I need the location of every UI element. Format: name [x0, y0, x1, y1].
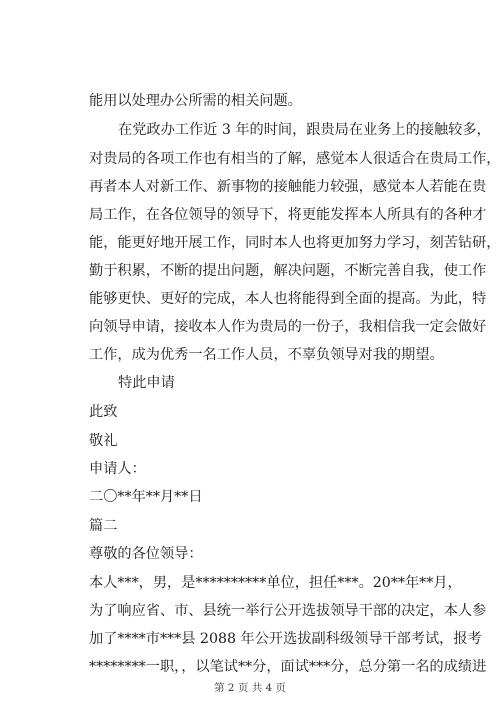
text-line: 本人***，男，是**********单位，担任***。20**年**月， — [89, 575, 462, 591]
text-line: 勤于积累，不断的提出问题，解决问题，不断完善自我，使工作 — [89, 263, 487, 279]
text-line: 再者本人对新工作、新事物的接触能力较强，感觉本人若能在贵 — [89, 179, 487, 195]
closing-line: 此致 — [89, 404, 118, 420]
text-line: 加了****市***县 2088 年公开选拔副科级领导干部考试，报考 — [89, 631, 482, 647]
text-line: 局工作，在各位领导的领导下，将更能发挥本人所具有的各种才 — [89, 207, 487, 223]
text-line: ********一职，，以笔试**分，面试***分，总分第一名的成绩进 — [89, 659, 487, 675]
text-line: 能用以处理办公所需的相关问题。 — [89, 93, 302, 109]
closing-line: 敬礼 — [89, 433, 118, 449]
text-line: 对贵局的各项工作也有相当的了解，感觉本人很适合在贵局工作， — [89, 151, 500, 167]
closing-line: 特此申请 — [118, 375, 175, 391]
date-line: 二〇**年**月**日 — [89, 489, 203, 505]
signature-label: 申请人： — [89, 461, 146, 477]
section-heading: 篇二 — [89, 518, 118, 534]
text-line: 能，能更好地开展工作，同时本人也将更加努力学习，刻苦钻研， — [89, 235, 500, 251]
text-line: 在党政办工作近 3 年的时间，跟贵局在业务上的接触较多， — [118, 122, 491, 138]
text-line: 为了响应省、市、县统一举行公开选拔领导干部的决定，本人参 — [89, 603, 487, 619]
text-line: 工作，成为优秀一名工作人员，不辜负领导对我的期望。 — [89, 347, 444, 363]
text-line: 向领导申请，接收本人作为贵局的一份子，我相信我一定会做好 — [89, 319, 487, 335]
salutation-line: 尊敬的各位领导： — [89, 546, 203, 562]
text-line: 能够更快、更好的完成，本人也将能得到全面的提高。为此，特 — [89, 291, 487, 307]
page-footer: 第 2 页 共 4 页 — [213, 682, 287, 694]
